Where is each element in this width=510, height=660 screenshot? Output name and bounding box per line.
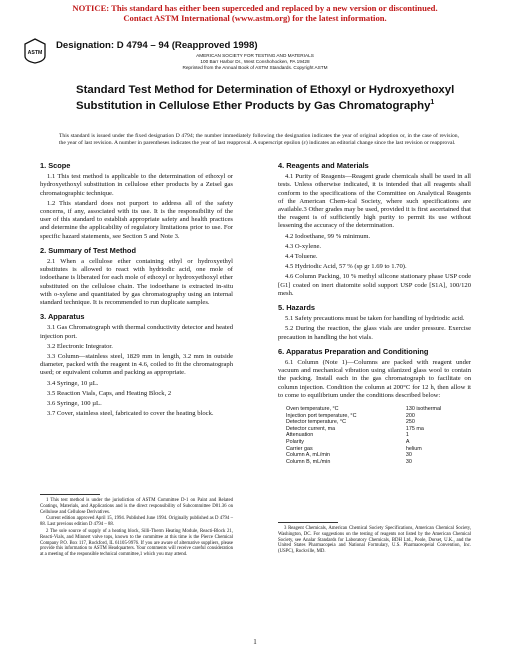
conditions-row (286, 413, 466, 420)
footnote: 3 Reagent Chemicals, American Chemical Society Specifications, American Chemical Society, Washington, DC. For suggestions on the testing of reagents not listed by the American Chemical Society, see Analar Standards for Laboratory Chemicals, BDH Ltd., Poole, Dorset, U.K., and the United States Pharmacopeia and National Formulary, U.S. Pharmaceopeial Convention, Inc. (USPC), Rockville, MD. (278, 526, 471, 555)
footnote: 2 The sole source of supply of a heating block, Silli-Therm Heating Module, Reacti-Block 21, Reacti-Vials, and Minnert valve tops, known to the committee at this time is the Pierce Chemical Company P.O. Box 117, Rockford, IL 61105-9976. If you are aware of alternative suppliers, please provide this information to ASTM Headquarters. Your comments will receive careful consideration at a meeting of the responsible technical committee,1 which you may attend. (40, 528, 233, 558)
section-paragraph: 3.7 Cover, stainless steel, fabricated to cover the heating block. (47, 410, 214, 418)
section-heading: 2. Summary of Test Method (40, 245, 136, 255)
section-heading: 5. Hazards (278, 303, 315, 313)
right-section (278, 348, 471, 400)
issuance-note: This standard is issued under the fixed designation D 4794; the number immediately following the designation indicates the year of original adoption or, in the case of revision, the year of last revision. A number in parentheses indicates the year of last reapproval. A superscript epsilon (ε) indicates an editorial change since the last revision or reapproval. (59, 133, 459, 146)
section-heading: 1. Scope (40, 161, 71, 170)
condition-value: 200 (405, 412, 415, 419)
section-paragraph: 2.1 When a cellulose ether containing ethyl or hydroxyethyl substitutes is allowed to react with hydriodic acid, one mole of iodoethane is liberated for each mole of ethoxyl or hydroxyethoxyl ether substituted on the cellulose chain. The iodoethane is extracted in-situ with o-xylene and quantitated by gas chromatography using an internal standard technique. It is recommended to run duplicate samples. (40, 258, 233, 307)
section-heading: 4. Reagents and Materials (278, 161, 369, 170)
section-paragraph: 6.1 Column (Note 1)—Columns are packed with reagent under vacuum and mechanical vibration using silanized glass wool to contain the packing. Install each in the gas chromatograph to facilitate on column injection. Condition the column at 200°C for 12 h, then allow it to come to equilibrium under the conditions described below: (278, 359, 471, 399)
footnote-rule-left (40, 494, 100, 495)
section-paragraph: 1.1 This test method is applicable to the determination of ethoxyl or hydroxyethoxyl substitution in cellulose ether products by a Zeisel gas chromatographic technique. (40, 173, 233, 197)
condition-value: 175 ma (405, 425, 424, 432)
footnote-rule-right (278, 522, 338, 523)
notice-line-1: NOTICE: This standard has either been superceded and replaced by a new version or discontinued. (72, 3, 438, 13)
condition-value: 1 (405, 432, 409, 439)
right-section (278, 162, 471, 298)
section-paragraph: 3.4 Syringe, 10 µL. (47, 379, 99, 387)
conditions-row (286, 452, 466, 459)
condition-label: Attenuation (286, 432, 314, 439)
condition-label: Polarity (286, 439, 304, 446)
logo-text: ASTM (27, 50, 43, 56)
conditions-table (286, 406, 466, 465)
condition-label: Column B, mL/min (286, 458, 331, 465)
section-paragraph: 4.1 Purity of Reagents—Reagent grade chemicals shall be used in all tests. Unless otherwise indicated, it is intended that all reagents shall conform to the specifications of the Committee on Analytical Reagents of the American Chem-ical Society, where such specifications are available.3 Other grades may be used, provided it is first ascertained that the reagent is of sufficiently high purity to permit its use without lessening the accuracy of the determination. (278, 173, 471, 230)
designation: Designation: D 4794 – 94 (Reapproved 1998) (56, 40, 258, 51)
society-name: AMERICAN SOCIETY FOR TESTING AND MATERIALS (196, 53, 314, 58)
title-footnote-mark: 1 (430, 98, 435, 106)
reprint-note: Reprinted from the Annual Book of ASTM Standards. Copyright ASTM (182, 65, 328, 70)
section-paragraph: 3.5 Reaction Vials, Caps, and Heating Block, 2 (47, 389, 172, 397)
left-section (40, 162, 233, 241)
footnote: 1 This test method is under the jurisdiction of ASTM Committee D-1 on Paint and Related Coatings, Materials, and Applications and is the direct responsibility of Subcommittee D01.36 on Cellulose and Cellulose Derivatives. (40, 498, 233, 515)
left-section (40, 247, 233, 307)
conditions-row (286, 426, 466, 433)
society-block (0, 53, 510, 71)
conditions-row (286, 446, 466, 453)
condition-value: helium (405, 445, 422, 452)
society-address: 100 Barr Harbor Dr., West Conshohocken, PA 19428 (200, 59, 310, 64)
condition-value: A (405, 439, 410, 446)
condition-label: Carrier gas (286, 445, 313, 452)
condition-label: Injection port temperature, °C (286, 412, 357, 419)
left-section (40, 313, 233, 418)
condition-value: 30 (405, 452, 412, 459)
section-paragraph: 3.3 Column—stainless steel, 1829 mm in length, 3.2 mm in outside diameter, packed with the reagent in 4.6, coiled to fit the chromatograph used; or equivalent column and packing as appropriate. (40, 353, 233, 377)
footnotes-right (278, 526, 471, 556)
section-heading: 3. Apparatus (40, 312, 85, 322)
notice-line-2: Contact ASTM International (www.astm.org) for the latest information. (123, 13, 387, 23)
title-text: Standard Test Method for Determination of Ethoxyl or Hydroxyethoxyl Substitution in Cellulose Ether Products by Gas Chromatography (76, 84, 455, 112)
footnotes-left (40, 498, 233, 559)
superseded-notice (0, 3, 510, 23)
condition-label: Detector temperature, °C (286, 419, 346, 426)
footnote: Current edition approved April 15, 1994. Published June 1994. Originally published as D 4794 – 88. Last previous edition D 4794 – 88. (40, 516, 233, 528)
section-paragraph: 4.5 Hydriodic Acid, 57 % (sp gr 1.69 to 1.70). (285, 263, 407, 271)
document-title (76, 84, 456, 112)
right-column (278, 162, 471, 465)
condition-value: 30 (405, 458, 412, 465)
section-paragraph: 3.1 Gas Chromatograph with thermal conductivity detector and heated injection port. (40, 324, 233, 340)
section-paragraph: 4.4 Toluene. (285, 253, 318, 261)
section-heading: 6. Apparatus Preparation and Conditioning (278, 346, 429, 356)
section-paragraph: 3.2 Electronic Integrator. (47, 342, 113, 350)
section-paragraph: 4.2 Iodoethane, 99 % minimum. (285, 232, 371, 240)
condition-value: 130 isothermal (405, 406, 442, 413)
section-paragraph: 3.6 Syringe, 100 µL. (47, 400, 102, 408)
conditions-row (286, 459, 466, 466)
section-paragraph: 4.3 O-xylene. (285, 242, 322, 250)
page-number: 1 (253, 638, 257, 646)
conditions-row (286, 432, 466, 439)
condition-value: 250 (405, 419, 415, 426)
section-paragraph: 5.2 During the reaction, the glass vials are under pressure. Exercise precaution in handling the hot vials. (278, 325, 471, 341)
conditions-row (286, 406, 466, 413)
section-paragraph: 1.2 This standard does not purport to address all of the safety concerns, if any, associated with its use. It is the responsibility of the user of this standard to establish appropriate safety and health practices and determine the applicability of regulatory limitations prior to use. For specific hazard statements, see Section 5 and Note 3. (40, 199, 233, 240)
section-paragraph: 5.1 Safety precautions must be taken for handling of hydriodic acid. (285, 315, 465, 323)
condition-label: Oven temperature, °C (286, 406, 339, 413)
section-paragraph: 4.6 Column Packing, 10 % methyl silicone stationary phase USP code [G1] coated on inert diatomite solid support USP code [S1A], 100/120 mesh. (278, 273, 471, 297)
condition-label: Column A, mL/min (286, 452, 331, 459)
right-section (278, 304, 471, 342)
conditions-row (286, 439, 466, 446)
condition-label: Detector current, ma (286, 425, 336, 432)
conditions-row (286, 419, 466, 426)
left-column (40, 162, 233, 424)
